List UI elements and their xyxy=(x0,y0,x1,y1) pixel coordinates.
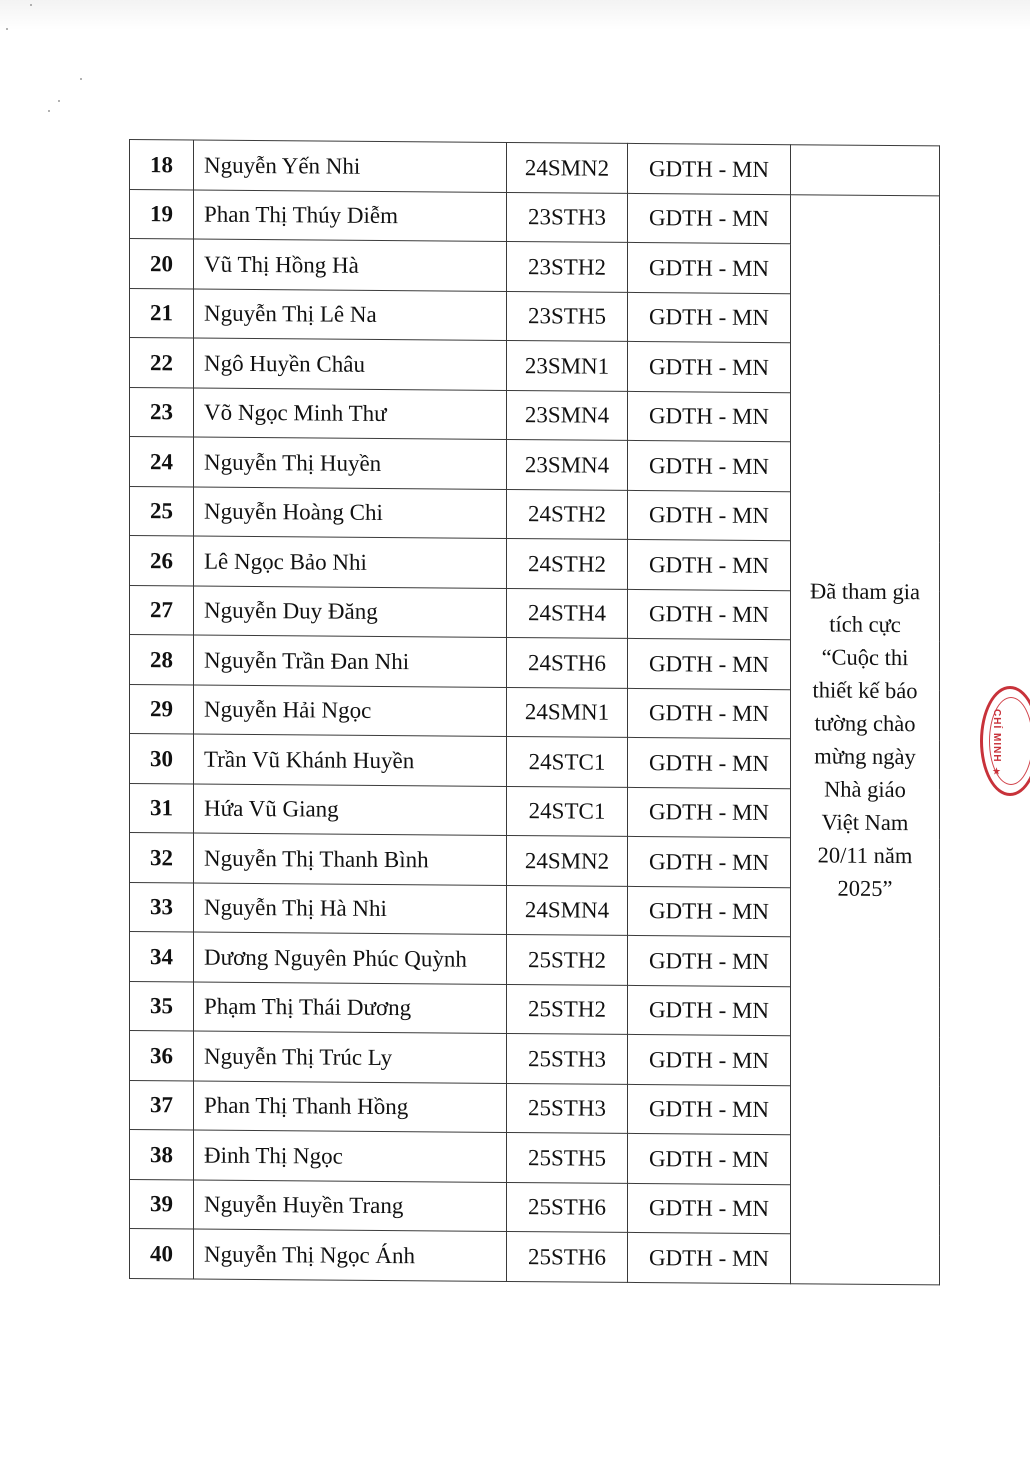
department-cell: GDTH - MN xyxy=(628,143,791,194)
department-cell: GDTH - MN xyxy=(628,440,791,491)
note-line: 2025” xyxy=(837,875,893,901)
stt-cell: 27 xyxy=(130,585,194,635)
stt-cell: 19 xyxy=(130,189,194,239)
name-cell: Nguyễn Thị Thanh Bình xyxy=(194,833,507,885)
name-cell: Nguyễn Thị Trúc Ly xyxy=(194,1031,507,1083)
department-cell: GDTH - MN xyxy=(628,638,791,689)
class-cell: 23STH2 xyxy=(507,241,628,291)
name-cell: Nguyễn Hoàng Chi xyxy=(194,487,507,539)
note-line: 20/11 năm xyxy=(817,841,913,868)
note-cell-empty xyxy=(791,145,940,196)
class-cell: 24STC1 xyxy=(507,736,628,786)
name-cell: Hứa Vũ Giang xyxy=(194,784,507,836)
class-cell: 24SMN2 xyxy=(507,142,628,192)
department-cell: GDTH - MN xyxy=(628,836,791,887)
stt-cell: 24 xyxy=(130,437,194,487)
stt-cell: 29 xyxy=(130,684,194,734)
stt-cell: 35 xyxy=(130,981,194,1031)
class-cell: 24SMN2 xyxy=(507,835,628,885)
stt-cell: 31 xyxy=(130,783,194,833)
name-cell: Nguyễn Thị Lê Na xyxy=(194,289,507,341)
department-cell: GDTH - MN xyxy=(628,193,791,244)
name-cell: Nguyễn Trần Đan Nhi xyxy=(194,635,507,687)
name-cell: Võ Ngọc Minh Thư xyxy=(194,388,507,440)
class-cell: 25STH6 xyxy=(507,1182,628,1232)
class-cell: 24STC1 xyxy=(507,786,628,836)
class-cell: 24STH6 xyxy=(507,637,628,687)
stt-cell: 30 xyxy=(130,734,194,784)
class-cell: 23SMN4 xyxy=(507,439,628,489)
name-cell: Nguyễn Huyền Trang xyxy=(194,1180,507,1232)
stt-cell: 34 xyxy=(130,932,194,982)
name-cell: Phạm Thị Thái Dương xyxy=(194,982,507,1034)
name-cell: Vũ Thị Hồng Hà xyxy=(194,239,507,291)
department-cell: GDTH - MN xyxy=(628,341,791,392)
note-line: tích cực xyxy=(829,610,901,637)
class-cell: 25STH6 xyxy=(507,1231,628,1281)
stt-cell: 23 xyxy=(130,387,194,437)
department-cell: GDTH - MN xyxy=(628,737,791,788)
note-line: Nhà giáo xyxy=(824,775,906,802)
class-cell: 24STH2 xyxy=(507,538,628,588)
scan-speck xyxy=(80,78,82,80)
department-cell: GDTH - MN xyxy=(628,292,791,343)
stt-cell: 40 xyxy=(130,1229,194,1279)
class-cell: 25STH3 xyxy=(507,1083,628,1133)
department-cell: GDTH - MN xyxy=(628,490,791,541)
department-cell: GDTH - MN xyxy=(628,242,791,293)
scan-speck xyxy=(30,4,32,6)
note-line: mừng ngày xyxy=(814,742,916,769)
stt-cell: 21 xyxy=(130,288,194,338)
class-cell: 23SMN4 xyxy=(507,390,628,440)
stt-cell: 26 xyxy=(130,536,194,586)
department-cell: GDTH - MN xyxy=(628,1034,791,1085)
class-cell: 25STH2 xyxy=(507,934,628,984)
stt-cell: 38 xyxy=(130,1130,194,1180)
class-cell: 24STH2 xyxy=(507,489,628,539)
name-cell: Nguyễn Yến Nhi xyxy=(194,140,507,192)
class-cell: 24SMN4 xyxy=(507,885,628,935)
class-cell: 24STH4 xyxy=(507,588,628,638)
stt-cell: 33 xyxy=(130,882,194,932)
name-cell: Nguyễn Hải Ngọc xyxy=(194,685,507,737)
department-cell: GDTH - MN xyxy=(628,589,791,640)
name-cell: Nguyễn Thị Ngọc Ánh xyxy=(194,1229,507,1281)
name-cell: Ngô Huyền Châu xyxy=(194,338,507,390)
stt-cell: 25 xyxy=(130,486,194,536)
name-cell: Phan Thị Thanh Hồng xyxy=(194,1081,507,1133)
student-list-table xyxy=(129,139,940,1285)
table-body xyxy=(130,140,940,1285)
note-line: tường chào xyxy=(814,709,916,736)
table-row xyxy=(130,140,940,196)
department-cell: GDTH - MN xyxy=(628,1232,791,1283)
department-cell: GDTH - MN xyxy=(628,391,791,442)
class-cell: 25STH5 xyxy=(507,1132,628,1182)
department-cell: GDTH - MN xyxy=(628,1183,791,1234)
scan-speck xyxy=(58,100,60,102)
name-cell: Nguyễn Thị Hà Nhi xyxy=(194,883,507,935)
name-cell: Lê Ngọc Bảo Nhi xyxy=(194,536,507,588)
note-line: thiết kế báo xyxy=(812,676,918,703)
stt-cell: 18 xyxy=(130,140,194,190)
table-row xyxy=(130,189,940,245)
scan-speck xyxy=(6,28,8,30)
department-cell: GDTH - MN xyxy=(628,886,791,937)
department-cell: GDTH - MN xyxy=(628,539,791,590)
name-cell: Phan Thị Thúy Diễm xyxy=(194,190,507,242)
name-cell: Đinh Thị Ngọc xyxy=(194,1130,507,1182)
department-cell: GDTH - MN xyxy=(628,1084,791,1135)
department-cell: GDTH - MN xyxy=(628,985,791,1036)
class-cell: 23STH5 xyxy=(507,291,628,341)
class-cell: 23STH3 xyxy=(507,192,628,242)
name-cell: Trần Vũ Khánh Huyền xyxy=(194,734,507,786)
stt-cell: 22 xyxy=(130,338,194,388)
note-cell xyxy=(791,194,940,1284)
class-cell: 24SMN1 xyxy=(507,687,628,737)
note-line: Việt Nam xyxy=(821,808,909,835)
stt-cell: 36 xyxy=(130,1031,194,1081)
class-cell: 23SMN1 xyxy=(507,340,628,390)
student-list-table-wrapper xyxy=(129,139,940,1285)
stt-cell: 32 xyxy=(130,833,194,883)
stt-cell: 20 xyxy=(130,239,194,289)
note-line: “Cuộc thi xyxy=(821,643,909,670)
scan-speck xyxy=(48,110,50,112)
name-cell: Nguyễn Thị Huyền xyxy=(194,437,507,489)
name-cell: Dương Nguyên Phúc Quỳnh xyxy=(194,932,507,984)
department-cell: GDTH - MN xyxy=(628,688,791,739)
seal-text: CHÍ MINH ★ xyxy=(991,709,1002,779)
stt-cell: 39 xyxy=(130,1179,194,1229)
department-cell: GDTH - MN xyxy=(628,935,791,986)
stt-cell: 37 xyxy=(130,1080,194,1130)
class-cell: 25STH2 xyxy=(507,984,628,1034)
stt-cell: 28 xyxy=(130,635,194,685)
class-cell: 25STH3 xyxy=(507,1033,628,1083)
department-cell: GDTH - MN xyxy=(628,787,791,838)
name-cell: Nguyễn Duy Đăng xyxy=(194,586,507,638)
note-line: Đã tham gia xyxy=(810,577,920,604)
department-cell: GDTH - MN xyxy=(628,1133,791,1184)
